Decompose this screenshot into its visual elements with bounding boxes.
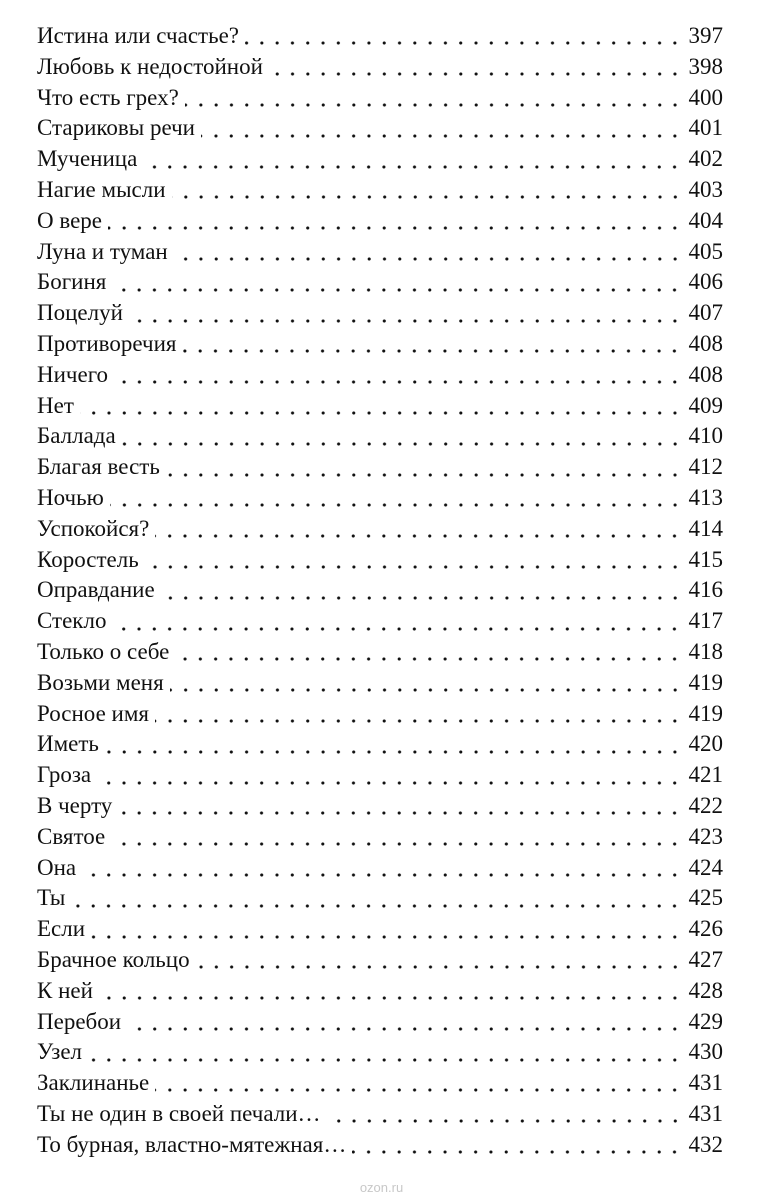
toc-entry [37, 1099, 723, 1130]
dot-leader [172, 194, 683, 200]
toc-entry-title: Коростель [37, 546, 139, 572]
toc-entry [37, 729, 723, 760]
dot-leader [80, 410, 683, 416]
dot-leader [145, 564, 683, 570]
toc-entry-title: Нет [37, 392, 74, 418]
toc-entry-page-number: 421 [688, 762, 723, 788]
toc-entry-page-number: 416 [688, 577, 723, 603]
dot-leader [114, 379, 682, 385]
toc-entry-title: Нагие мысли [37, 176, 166, 202]
toc-entry-page-number: 407 [688, 300, 723, 326]
toc-entry [37, 298, 723, 329]
toc-entry-title: Любовь к недостойной [37, 53, 263, 79]
toc-entry [37, 483, 723, 514]
toc-entry-page-number: 398 [688, 53, 723, 79]
toc-entry [37, 637, 723, 668]
toc-entry-page-number: 425 [688, 885, 723, 911]
toc-entry [37, 421, 723, 452]
toc-entry [37, 267, 723, 298]
toc-entry-title: Если [37, 916, 86, 942]
toc-entry-title: Стекло [37, 608, 107, 634]
toc-entry-title: Перебои [37, 1008, 122, 1034]
dot-leader [112, 287, 682, 293]
dot-leader [71, 903, 682, 909]
toc-entry-page-number: 408 [688, 330, 723, 356]
toc-entry [37, 760, 723, 791]
dot-leader [161, 595, 683, 601]
toc-entry-title: Баллада [37, 423, 116, 449]
toc-entry-title: Брачное кольцо [37, 946, 190, 972]
dot-leader [196, 964, 683, 970]
dot-leader [118, 810, 682, 816]
toc-entry [37, 976, 723, 1007]
toc-entry-page-number: 413 [688, 484, 723, 510]
toc-entry [37, 83, 723, 114]
toc-entry [37, 1130, 723, 1161]
toc-entry [37, 1068, 723, 1099]
toc-entry-page-number: 402 [688, 146, 723, 172]
toc-entry-page-number: 403 [688, 176, 723, 202]
toc-entry [37, 914, 723, 945]
toc-entry-page-number: 427 [688, 946, 723, 972]
toc-entry-page-number: 401 [688, 115, 723, 141]
toc-entry [37, 391, 723, 422]
toc-entry [37, 883, 723, 914]
toc-entry-page-number: 423 [688, 823, 723, 849]
dot-leader [201, 133, 683, 139]
toc-entry-page-number: 428 [688, 977, 723, 1003]
table-of-contents [37, 21, 723, 1160]
toc-entry-page-number: 409 [688, 392, 723, 418]
toc-entry [37, 206, 723, 237]
toc-entry-page-number: 419 [688, 700, 723, 726]
toc-entry-title: Стариковы речи [37, 115, 195, 141]
toc-entry [37, 514, 723, 545]
toc-entry [37, 452, 723, 483]
dot-leader [82, 872, 682, 878]
toc-entry-title: Иметь [37, 731, 99, 757]
toc-entry-title: Святое [37, 823, 106, 849]
toc-entry-page-number: 410 [688, 423, 723, 449]
dot-leader [170, 687, 683, 693]
toc-entry-page-number: 406 [688, 269, 723, 295]
toc-entry [37, 699, 723, 730]
dot-leader [112, 626, 682, 632]
toc-entry [37, 237, 723, 268]
toc-entry-page-number: 424 [688, 854, 723, 880]
dot-leader [99, 995, 683, 1001]
toc-entry [37, 52, 723, 83]
dot-leader [327, 1118, 683, 1124]
toc-entry-page-number: 426 [688, 916, 723, 942]
dot-leader [143, 164, 682, 170]
toc-entry [37, 668, 723, 699]
toc-entry-page-number: 420 [688, 731, 723, 757]
toc-entry-page-number: 415 [688, 546, 723, 572]
toc-entry-page-number: 417 [688, 608, 723, 634]
toc-entry [37, 791, 723, 822]
toc-entry-page-number: 419 [688, 669, 723, 695]
toc-entry [37, 329, 723, 360]
toc-entry-title: В черту [37, 792, 113, 818]
toc-entry-title: Ты не один в своей печали… [37, 1100, 321, 1126]
dot-leader [175, 656, 682, 662]
toc-entry-title: Мученица [37, 146, 138, 172]
toc-entry [37, 1007, 723, 1038]
dot-leader [269, 71, 683, 77]
toc-entry [37, 853, 723, 884]
dot-leader [91, 934, 682, 940]
toc-entry-title: Росное имя [37, 700, 149, 726]
toc-entry-title: Узел [37, 1039, 83, 1065]
toc-entry-page-number: 404 [688, 207, 723, 233]
toc-entry-title: Ты [37, 885, 66, 911]
toc-entry-page-number: 431 [688, 1100, 723, 1126]
dot-leader [110, 502, 683, 508]
toc-entry-page-number: 414 [688, 515, 723, 541]
dot-leader [111, 841, 682, 847]
toc-entry-title: Оправдание [37, 577, 155, 603]
toc-entry [37, 360, 723, 391]
toc-entry-title: Что есть грех? [37, 84, 179, 110]
toc-entry-page-number: 405 [688, 238, 723, 264]
toc-entry-page-number: 431 [688, 1070, 723, 1096]
toc-entry-title: О вере [37, 207, 103, 233]
toc-entry [37, 822, 723, 853]
dot-leader [155, 718, 683, 724]
toc-entry [37, 175, 723, 206]
toc-entry-title: Луна и туман [37, 238, 168, 264]
dot-leader [108, 225, 682, 231]
toc-entry-page-number: 430 [688, 1039, 723, 1065]
ozon-watermark: ozon.ru [359, 1180, 404, 1195]
toc-entry-page-number: 408 [688, 361, 723, 387]
toc-entry [37, 1037, 723, 1068]
toc-entry-title: Поцелуй [37, 300, 123, 326]
toc-entry-page-number: 418 [688, 638, 723, 664]
toc-entry-title: Благая весть [37, 454, 160, 480]
toc-entry [37, 545, 723, 576]
toc-entry-page-number: 412 [688, 454, 723, 480]
dot-leader [88, 1057, 682, 1063]
toc-entry-title: Противоречия [37, 330, 177, 356]
toc-entry-page-number: 429 [688, 1008, 723, 1034]
toc-entry [37, 945, 723, 976]
toc-entry-title: Ночью [37, 484, 104, 510]
toc-entry-title: Заклинанье [37, 1070, 150, 1096]
dot-leader [185, 102, 683, 108]
dot-leader [166, 472, 683, 478]
toc-entry-page-number: 400 [688, 84, 723, 110]
toc-entry-title: Ничего [37, 361, 109, 387]
dot-leader [129, 318, 683, 324]
dot-leader [155, 1087, 682, 1093]
toc-entry-title: Гроза [37, 762, 92, 788]
dot-leader [122, 441, 683, 447]
toc-entry-title: То бурная, властно-мятежная… [37, 1131, 347, 1157]
toc-entry-page-number: 397 [688, 23, 723, 48]
toc-entry [37, 21, 723, 52]
toc-entry [37, 113, 723, 144]
dot-leader [182, 348, 682, 354]
toc-entry-title: Только о себе [37, 638, 170, 664]
toc-entry-title: Богиня [37, 269, 107, 295]
dot-leader [245, 40, 683, 46]
dot-leader [155, 533, 682, 539]
dot-leader [352, 1149, 682, 1155]
toc-entry-title: Она [37, 854, 77, 880]
toc-entry-page-number: 422 [688, 792, 723, 818]
dot-leader [174, 256, 683, 262]
toc-entry-title: Успокойся? [37, 515, 150, 541]
toc-entry [37, 606, 723, 637]
toc-entry [37, 575, 723, 606]
toc-entry-page-number: 432 [688, 1131, 723, 1157]
dot-leader [105, 749, 683, 755]
toc-entry-title: Истина или счастье? [37, 23, 239, 48]
dot-leader [97, 780, 682, 786]
dot-leader [127, 1026, 682, 1032]
toc-entry-title: Возьми меня [37, 669, 164, 695]
toc-entry [37, 144, 723, 175]
toc-entry-title: К ней [37, 977, 93, 1003]
